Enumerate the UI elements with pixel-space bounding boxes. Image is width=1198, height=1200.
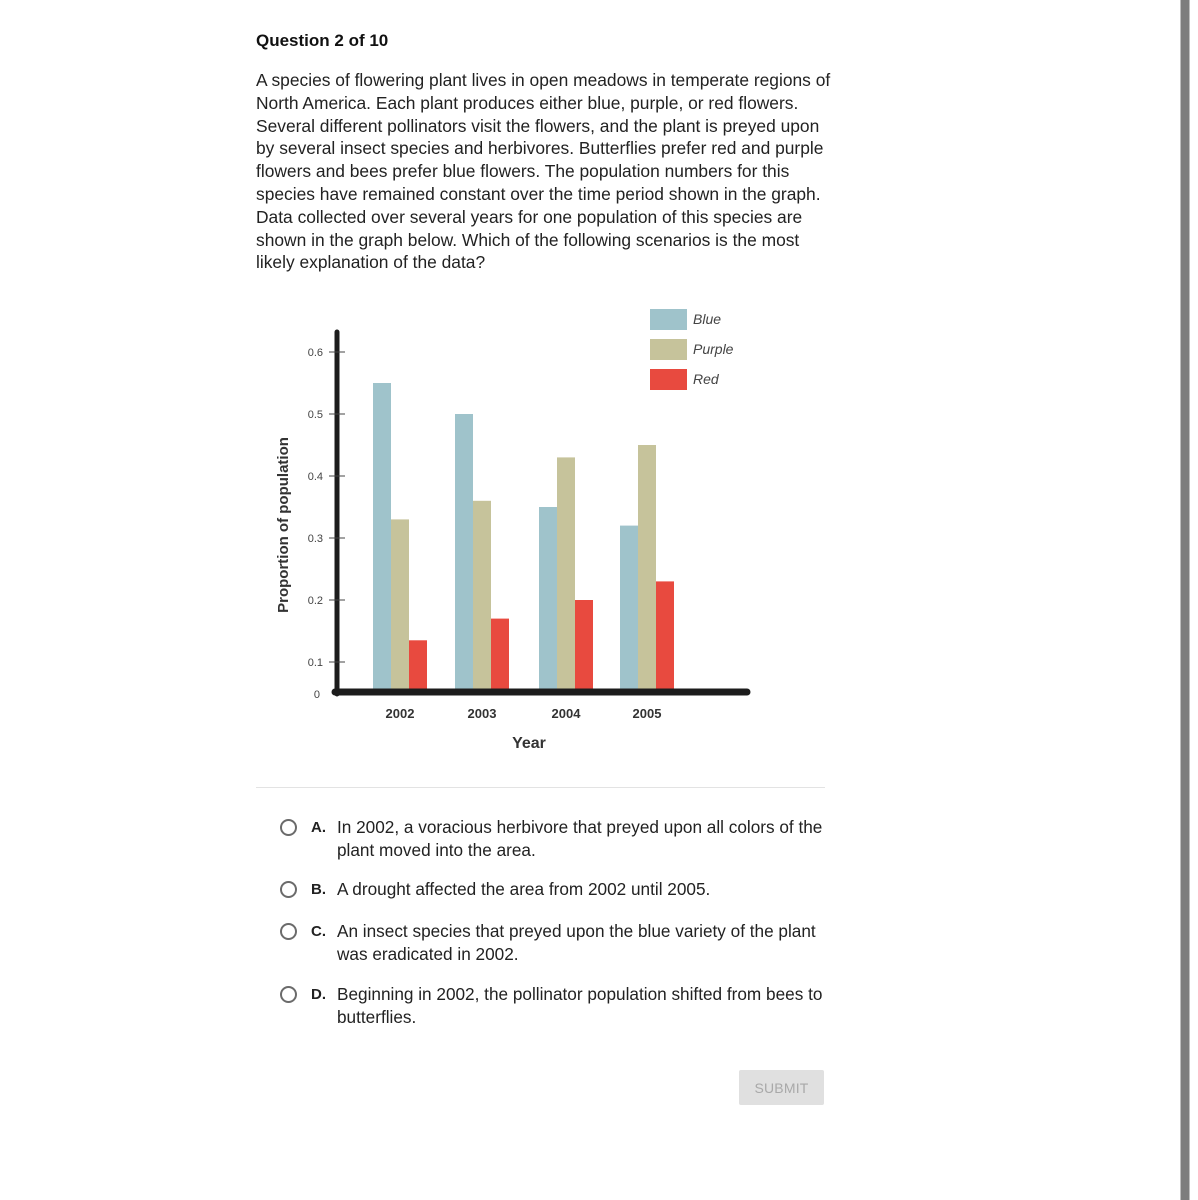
bar-red-2005 (656, 581, 674, 692)
submit-button[interactable]: SUBMIT (739, 1070, 824, 1105)
radio-b[interactable] (280, 881, 297, 898)
option-d[interactable] (280, 983, 825, 1029)
legend-swatch-blue (650, 309, 687, 330)
bar-red-2002 (409, 640, 427, 692)
y-tick-label: 0.3 (307, 533, 323, 545)
legend-label-blue: Blue (693, 311, 722, 327)
option-letter: D. (311, 986, 326, 1003)
bar-purple-2003 (473, 501, 491, 692)
bar-red-2004 (575, 600, 593, 692)
option-text: In 2002, a voracious herbivore that preyed upon all colors of the plant moved into the area. (337, 817, 823, 860)
question-prompt: A species of flowering plant lives in open meadows in temperate regions of North America. Each plant produces either blue, purple, or red flowers. Several different pollinators visit the flowers, and the plant is preyed upon by several insect species and herbivores. Butterflies prefer red and purple flowers and bees prefer blue flowers. The population numbers for this species have remained constant over the time period shown in the graph. Data collected over several years for one population of this species are shown in the graph below. Which of the following scenarios is the most likely explanation of the data? (256, 70, 831, 273)
question-counter: Question 2 of 10 (256, 31, 389, 50)
y-axis (308, 332, 345, 701)
x-axis-label: Year (512, 735, 546, 752)
legend-label-red: Red (693, 371, 719, 387)
option-b[interactable] (280, 878, 825, 901)
section-divider (256, 787, 825, 788)
y-tick-label: 0.4 (307, 471, 323, 483)
bar-purple-2004 (557, 457, 575, 692)
y-tick-label: 0.2 (307, 595, 323, 607)
x-tick-label: 2004 (551, 706, 581, 721)
bar-blue-2002 (373, 383, 391, 692)
y-tick-label: 0.5 (307, 409, 323, 421)
legend-swatch-red (650, 369, 687, 390)
option-letter: A. (311, 819, 326, 836)
option-c[interactable] (280, 920, 825, 966)
bar-chart (260, 300, 780, 760)
bar-blue-2004 (539, 507, 557, 692)
option-text: A drought affected the area from 2002 until 2005. (337, 879, 711, 899)
bars-group (373, 383, 674, 692)
y-tick-label: 0.6 (307, 347, 323, 359)
legend-label-purple: Purple (693, 341, 734, 357)
y-axis-label: Proportion of population (275, 437, 292, 613)
bar-red-2003 (491, 619, 509, 692)
legend-swatch-purple (650, 339, 687, 360)
chart-legend (650, 309, 734, 390)
option-letter: B. (311, 881, 326, 898)
bar-blue-2005 (620, 526, 638, 692)
bar-blue-2003 (455, 414, 473, 692)
radio-c[interactable] (280, 923, 297, 940)
x-tick-label: 2005 (632, 706, 662, 721)
page-scrollbar[interactable] (1180, 0, 1190, 1200)
x-tick-label: 2003 (467, 706, 497, 721)
option-text: An insect species that preyed upon the blue variety of the plant was eradicated in 2002. (337, 921, 816, 964)
x-axis (335, 692, 747, 721)
y-tick-label: 0.1 (307, 657, 323, 669)
option-text: Beginning in 2002, the pollinator population shifted from bees to butterflies. (337, 984, 823, 1027)
radio-a[interactable] (280, 819, 297, 836)
bar-purple-2002 (391, 519, 409, 692)
option-letter: C. (311, 923, 326, 940)
x-tick-label: 2002 (385, 706, 415, 721)
option-a[interactable] (280, 816, 825, 862)
radio-d[interactable] (280, 986, 297, 1003)
bar-purple-2005 (638, 445, 656, 692)
y-tick-label: 0 (313, 689, 320, 701)
